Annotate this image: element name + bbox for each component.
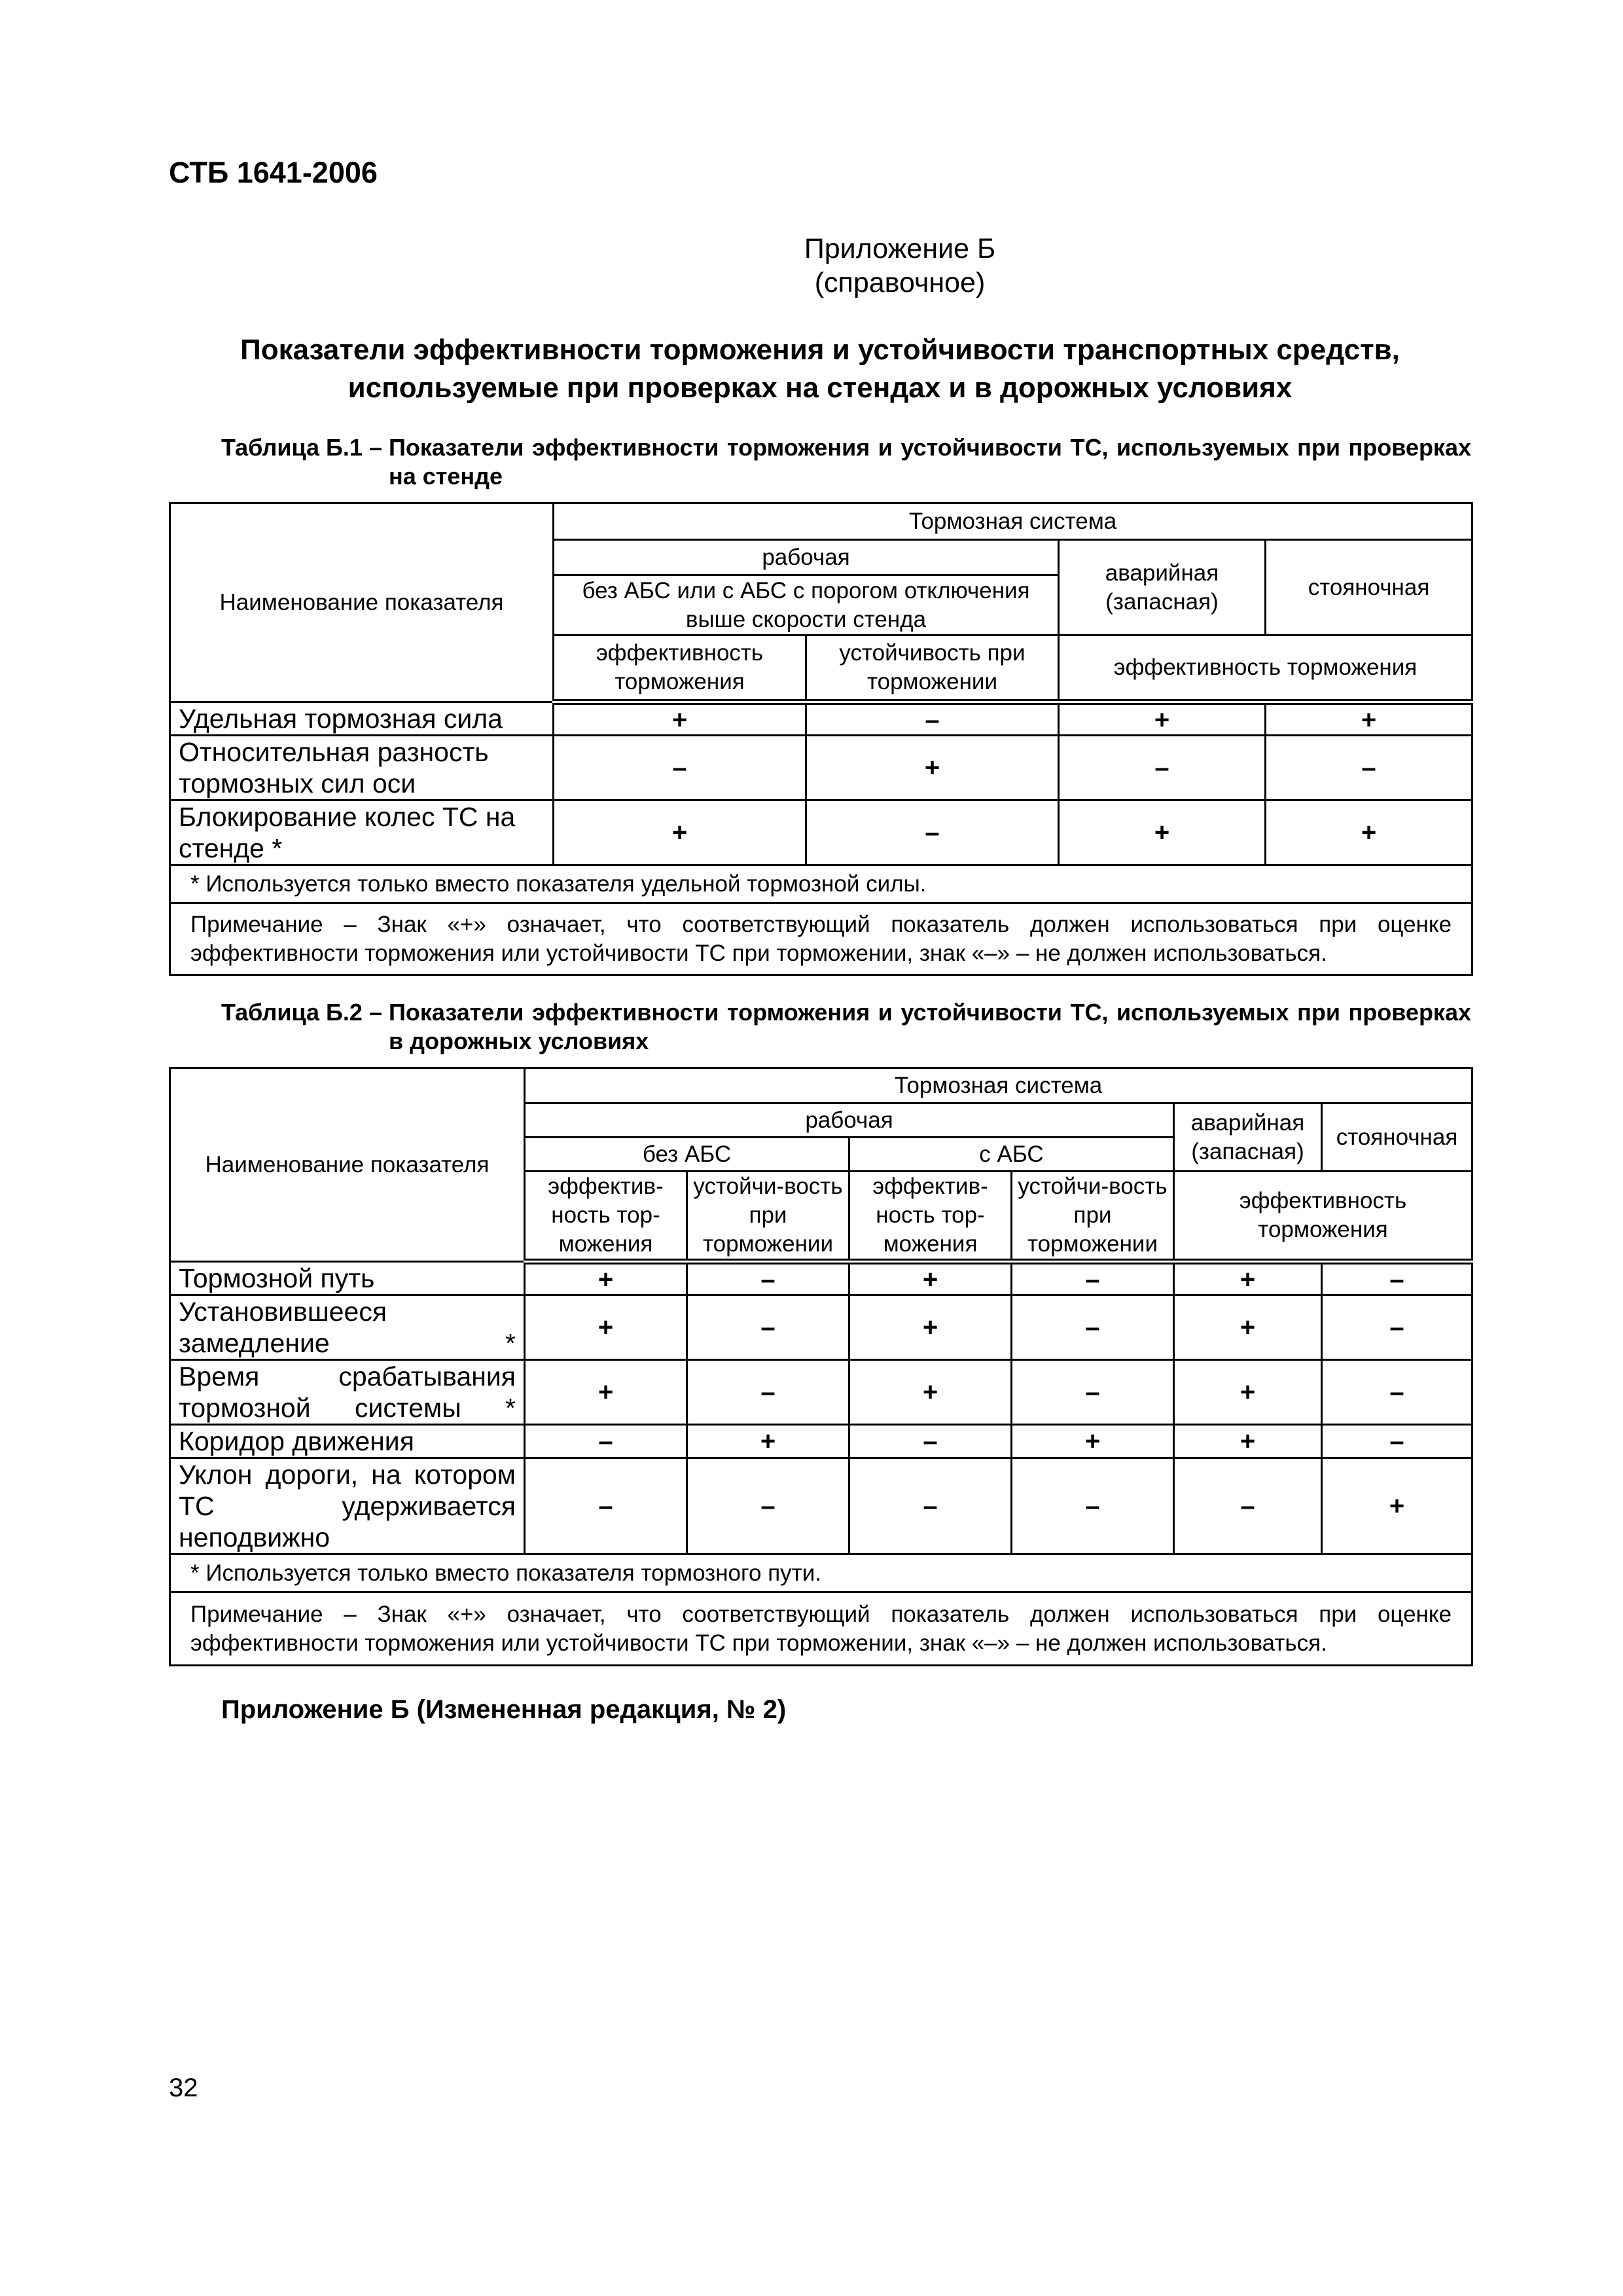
table-row xyxy=(170,800,1472,865)
table2-row-1-name: Тормозной путь xyxy=(170,1262,525,1295)
table1-row-3-name: Блокирование колес ТС на стенде * xyxy=(170,800,554,865)
table2-row-1-value-5: + xyxy=(1174,1262,1322,1295)
table1-row-3-value-1: + xyxy=(554,800,806,865)
table-row xyxy=(170,1262,1472,1295)
table2-row-4-value-3: – xyxy=(849,1425,1012,1458)
table2-row-3-value-2: – xyxy=(687,1360,849,1425)
table2-caption-text: Показатели эффективности торможения и устойчивости ТС, используемых при проверках в дорожных условиях xyxy=(388,999,1471,1054)
table2-row-3-value-3: + xyxy=(849,1360,1012,1425)
table1-row-1-value-3: + xyxy=(1059,702,1266,736)
table1-caption-label: Таблица Б.1 – xyxy=(221,434,389,461)
table2-row-2-value-3: + xyxy=(849,1295,1012,1360)
table1-header-working: рабочая xyxy=(554,540,1059,575)
table2-row-3-value-1: + xyxy=(525,1360,687,1425)
table1-row-3-value-4: + xyxy=(1266,800,1472,865)
annex-heading xyxy=(169,331,1471,407)
table1-header-abs-condition: без АБС или с АБС с порогом отключения выше скорости стенда xyxy=(554,575,1059,636)
annex-subtitle: (справочное) xyxy=(814,267,986,298)
table2-row-5-value-4: – xyxy=(1012,1458,1174,1554)
table2-row-4-name: Коридор движения xyxy=(170,1425,525,1458)
table2-row-4-value-1: – xyxy=(525,1425,687,1458)
table2-header-with-abs: с АБС xyxy=(849,1138,1174,1172)
table2-row-4-value-2: + xyxy=(687,1425,849,1458)
table2-row-3-value-6: – xyxy=(1322,1360,1472,1425)
table2-row-1-value-6: – xyxy=(1322,1262,1472,1295)
table2-row-4-value-5: + xyxy=(1174,1425,1322,1458)
table2-header-name: Наименование показателя xyxy=(170,1068,525,1262)
table2-row-2-value-4: – xyxy=(1012,1295,1174,1360)
table1-caption xyxy=(221,433,1471,491)
table1-row-3-value-2: – xyxy=(806,800,1059,865)
table1-row-1-value-2: – xyxy=(806,702,1059,736)
table2-row-2-name: Установившееся замедление * xyxy=(170,1295,525,1360)
table2-row-5-value-6: + xyxy=(1322,1458,1472,1554)
table2-row-2-value-2: – xyxy=(687,1295,849,1360)
table2-header-working: рабочая xyxy=(525,1103,1174,1138)
table2-footnote: * Используется только вместо показателя тормозного пути. xyxy=(170,1554,1472,1592)
table1-row-1-value-1: + xyxy=(554,702,806,736)
table-row xyxy=(170,736,1472,800)
table2-row-3-name: Время срабатывания тормозной системы * xyxy=(170,1360,525,1425)
annex-heading-line-1: Показатели эффективности торможения и устойчивости транспортных средств, xyxy=(240,334,1400,366)
table1-header-name: Наименование показателя xyxy=(170,503,554,702)
table2-caption-label: Таблица Б.2 – xyxy=(221,999,389,1026)
table1-header-stability: устойчивость при торможении xyxy=(806,636,1059,702)
table2-row-3-value-4: – xyxy=(1012,1360,1174,1425)
table2-row-5-value-3: – xyxy=(849,1458,1012,1554)
table2-row-5-value-1: – xyxy=(525,1458,687,1554)
table2-row-1-value-1: + xyxy=(525,1262,687,1295)
table2-header-system: Тормозная система xyxy=(525,1068,1472,1103)
table-row xyxy=(170,702,1472,736)
table1-header-emergency: аварийная (запасная) xyxy=(1059,540,1266,636)
table2-row-4-value-6: – xyxy=(1322,1425,1472,1458)
table1-row-2-value-1: – xyxy=(554,736,806,800)
table2-row-2-value-1: + xyxy=(525,1295,687,1360)
table-row xyxy=(170,1360,1472,1425)
annex-title: Приложение Б xyxy=(804,233,996,264)
table2-header-parking: стояночная xyxy=(1322,1103,1472,1172)
table2-header-stability-abs: устойчи-вость при торможении xyxy=(1012,1172,1174,1262)
table2-header-no-abs: без АБС xyxy=(525,1138,849,1172)
table1-row-3-value-3: + xyxy=(1059,800,1266,865)
table1 xyxy=(169,502,1473,976)
table1-row-2-value-3: – xyxy=(1059,736,1266,800)
table1-note: Примечание – Знак «+» означает, что соответствующий показатель должен использоваться при оценке эффективности торможения или устойчивости ТС при торможении, знак «–» – не должен использоваться. xyxy=(170,903,1472,975)
table1-row-1-value-4: + xyxy=(1266,702,1472,736)
table1-caption-text: Показатели эффективности торможения и устойчивости ТС, используемых при проверках на стенде xyxy=(388,434,1471,490)
table1-header-system: Тормозная система xyxy=(554,503,1472,540)
table1-header-effectiveness-wide: эффективность торможения xyxy=(1059,636,1472,702)
document-code: СТБ 1641-2006 xyxy=(169,156,378,189)
table2-row-3-value-5: + xyxy=(1174,1360,1322,1425)
table2-caption xyxy=(221,998,1471,1056)
table1-row-1-name: Удельная тормозная сила xyxy=(170,702,554,736)
table-row xyxy=(170,1458,1472,1554)
table2-row-5-value-5: – xyxy=(1174,1458,1322,1554)
table1-footnote: * Используется только вместо показателя удельной тормозной силы. xyxy=(170,865,1472,903)
annex-heading-line-2: используемые при проверках на стендах и в дорожных условиях xyxy=(348,372,1293,404)
table2-row-5-name: Уклон дороги, на котором ТС удерживается неподвижно xyxy=(170,1458,525,1554)
table2-row-1-value-2: – xyxy=(687,1262,849,1295)
table2-row-5-value-2: – xyxy=(687,1458,849,1554)
table2-row-2-value-5: + xyxy=(1174,1295,1322,1360)
table2 xyxy=(169,1067,1473,1666)
table1-header-parking: стояночная xyxy=(1266,540,1472,636)
table2-row-1-value-3: + xyxy=(849,1262,1012,1295)
table2-header-effectiveness-abs: эффектив-ность тор-можения xyxy=(849,1172,1012,1262)
table2-header-effectiveness-no-abs: эффектив-ность тор-можения xyxy=(525,1172,687,1262)
table1-header-effectiveness: эффективность торможения xyxy=(554,636,806,702)
table2-row-1-value-4: – xyxy=(1012,1262,1174,1295)
table2-header-emergency: аварийная (запасная) xyxy=(1174,1103,1322,1172)
table1-row-2-name: Относительная разность тормозных сил оси xyxy=(170,736,554,800)
table2-note: Примечание – Знак «+» означает, что соответствующий показатель должен использоваться при оценке эффективности торможения или устойчивости ТС при торможении, знак «–» – не должен использоваться. xyxy=(170,1592,1472,1666)
page-number: 32 xyxy=(169,2073,198,2102)
table1-row-2-value-4: – xyxy=(1266,736,1472,800)
table2-row-4-value-4: + xyxy=(1012,1425,1174,1458)
table2-header-effectiveness-wide: эффективность торможения xyxy=(1174,1172,1472,1262)
table1-row-2-value-2: + xyxy=(806,736,1059,800)
table2-header-stability-no-abs: устойчи-вость при торможении xyxy=(687,1172,849,1262)
table2-row-2-value-6: – xyxy=(1322,1295,1472,1360)
table-row xyxy=(170,1295,1472,1360)
change-note: Приложение Б (Измененная редакция, № 2) xyxy=(221,1695,787,1724)
table-row xyxy=(170,1425,1472,1458)
